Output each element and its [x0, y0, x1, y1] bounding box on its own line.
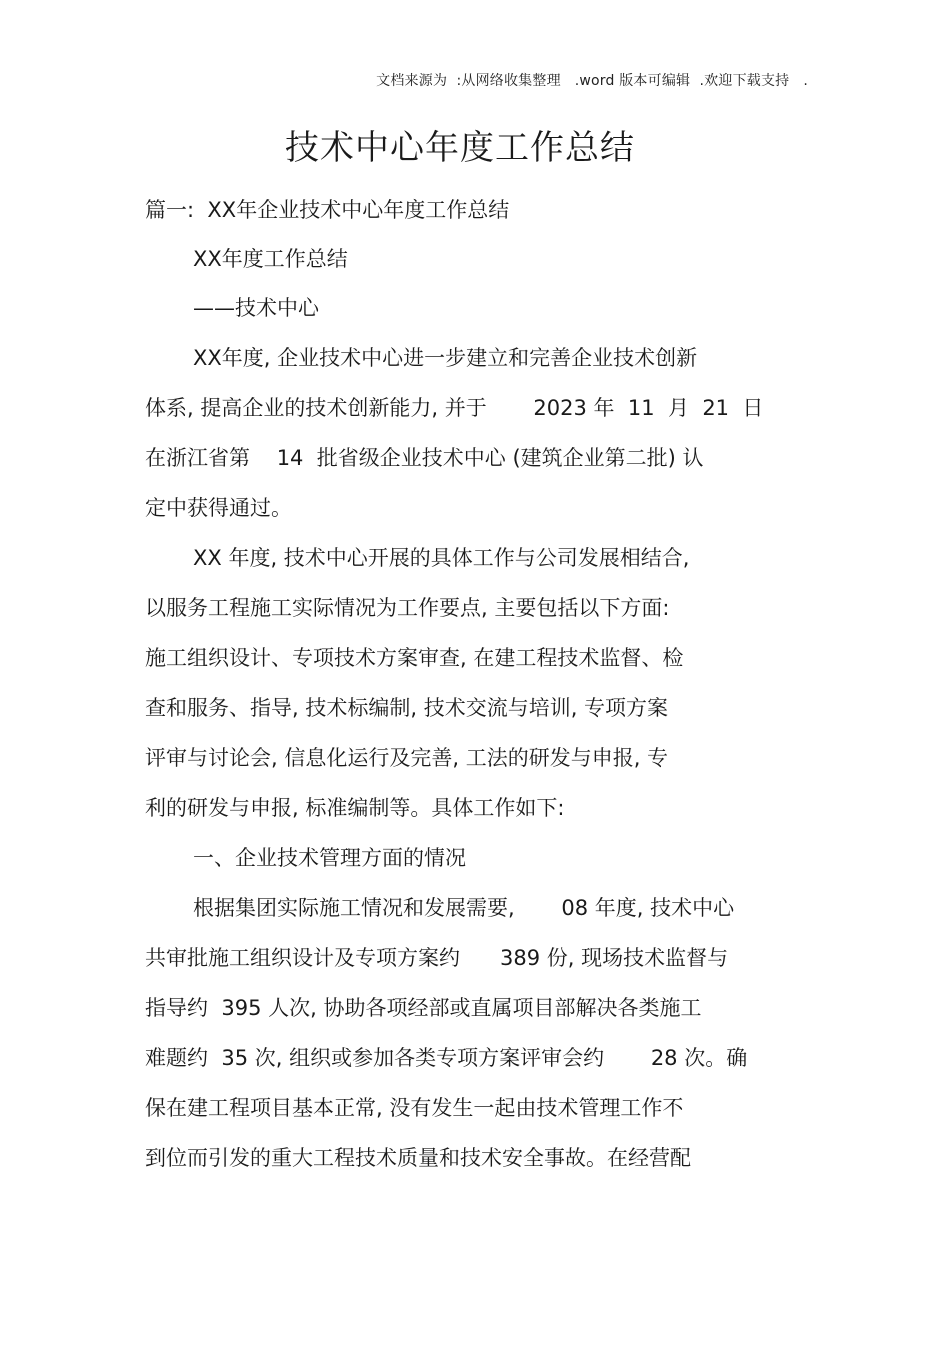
header-note: 文档来源为 :从网络收集整理 .word 版本可编辑 .欢迎下载支持 . [376, 73, 808, 89]
document-title: 技术中心年度工作总结 [285, 128, 635, 168]
paragraph-line: 查和服务、指导, 技术标编制, 技术交流与培训, 专项方案 [145, 696, 669, 720]
paragraph-line: 评审与讨论会, 信息化运行及完善, 工法的研发与申报, 专 [145, 746, 669, 770]
paragraph-line: 利的研发与申报, 标准编制等。具体工作如下: [145, 796, 565, 820]
paragraph-line: 定中获得通过。 [145, 496, 292, 520]
paragraph-line: 到位而引发的重大工程技术质量和技术安全事故。在经营配 [145, 1146, 691, 1170]
paragraph-line: 难题约 35 次, 组织或参加各类专项方案评审会约 28 次。确 [145, 1046, 748, 1070]
paragraph-line: XX年度, 企业技术中心进一步建立和完善企业技术创新 [193, 346, 698, 370]
paragraph-line: 施工组织设计、专项技术方案审查, 在建工程技术监督、检 [145, 646, 684, 670]
paragraph-line: 体系, 提高企业的技术创新能力, 并于 2023 年 11 月 21 日 [145, 396, 764, 420]
paragraph-line: 根据集团实际施工情况和发展需要, 08 年度, 技术中心 [193, 896, 735, 920]
paragraph-line: XX 年度, 技术中心开展的具体工作与公司发展相结合, [193, 546, 690, 570]
paragraph-line: 在浙江省第 14 批省级企业技术中心 (建筑企业第二批) 认 [145, 446, 704, 470]
section-heading: 篇一: XX年企业技术中心年度工作总结 [145, 198, 510, 222]
paragraph-line: 共审批施工组织设计及专项方案约 389 份, 现场技术监督与 [145, 946, 729, 970]
paragraph-line: 以服务工程施工实际情况为工作要点, 主要包括以下方面: [145, 596, 670, 620]
subtitle-line: XX年度工作总结 [193, 247, 348, 271]
byline: ——技术中心 [193, 296, 319, 320]
subsection-heading: 一、企业技术管理方面的情况 [193, 846, 466, 870]
paragraph-line: 指导约 395 人次, 协助各项经部或直属项目部解决各类施工 [145, 996, 702, 1020]
paragraph-line: 保在建工程项目基本正常, 没有发生一起由技术管理工作不 [145, 1096, 684, 1120]
